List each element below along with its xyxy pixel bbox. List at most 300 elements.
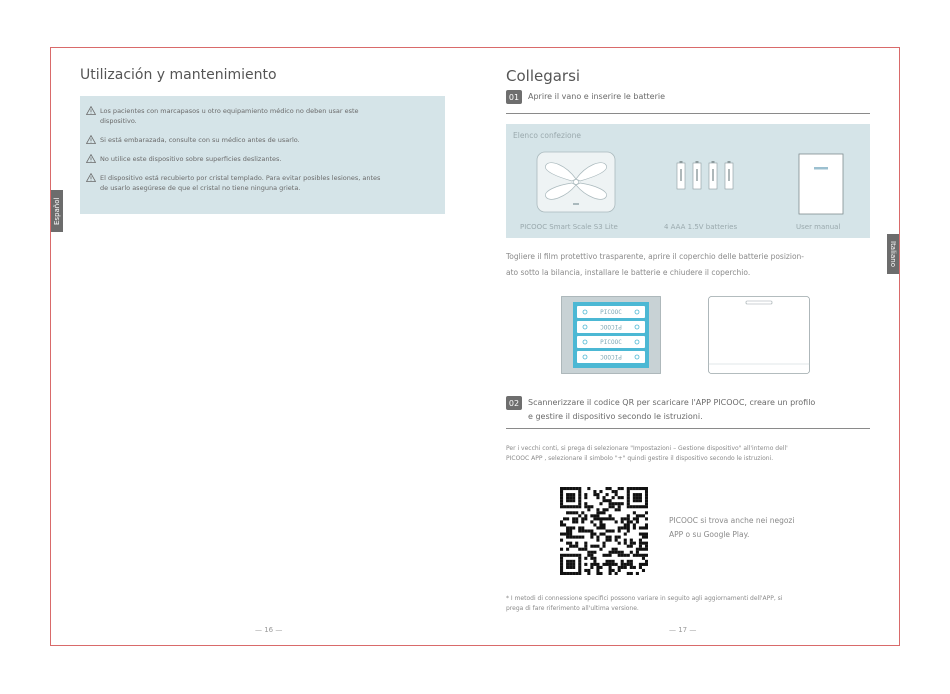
qr-module (581, 548, 584, 551)
page-number-right: — 17 — (669, 626, 697, 634)
qr-module (596, 569, 599, 572)
qr-module (612, 563, 615, 566)
qr-module (566, 487, 569, 490)
qr-module (609, 563, 612, 566)
qr-module (615, 490, 618, 493)
qr-module (587, 505, 590, 508)
qr-module (606, 529, 609, 532)
qr-module (575, 542, 578, 545)
qr-module (572, 563, 575, 566)
qr-module (624, 542, 627, 545)
qr-module (636, 487, 639, 490)
qr-module (560, 496, 563, 499)
qr-module (624, 563, 627, 566)
battery-label: PICOOC (600, 353, 622, 360)
qr-module (636, 514, 639, 517)
qr-module (575, 572, 578, 575)
qr-module (581, 511, 584, 514)
warning-triangle-icon (86, 135, 96, 144)
qr-module (630, 560, 633, 563)
qr-module (627, 554, 630, 557)
warning-item (86, 154, 437, 164)
qr-module (596, 526, 599, 529)
qr-module (563, 554, 566, 557)
qr-module (606, 560, 609, 563)
qr-module (609, 536, 612, 539)
qr-module (612, 529, 615, 532)
battery-tray-illustration (561, 296, 661, 374)
divider (506, 428, 870, 429)
qr-module (584, 563, 587, 566)
qr-module (621, 566, 624, 569)
qr-module (642, 554, 645, 557)
qr-module (639, 496, 642, 499)
qr-module (569, 526, 572, 529)
qr-module (560, 569, 563, 572)
user-manual-illustration (798, 153, 844, 215)
warning-item (86, 106, 437, 126)
package-item-label: User manual (796, 223, 841, 231)
qr-module (627, 493, 630, 496)
qr-module (618, 551, 621, 554)
qr-module (606, 499, 609, 502)
qr-module (560, 566, 563, 569)
qr-module (566, 536, 569, 539)
qr-module (590, 520, 593, 523)
qr-module (584, 496, 587, 499)
qr-module (572, 496, 575, 499)
qr-module (560, 523, 563, 526)
warning-item (86, 135, 437, 145)
qr-module (569, 496, 572, 499)
qr-module (578, 496, 581, 499)
package-item-label: PICOOC Smart Scale S3 Lite (520, 223, 618, 231)
qr-module (645, 560, 648, 563)
qr-module (566, 496, 569, 499)
qr-module (624, 566, 627, 569)
qr-module (584, 542, 587, 545)
qr-module (627, 572, 630, 575)
qr-module (587, 487, 590, 490)
qr-module (560, 572, 563, 575)
qr-module (572, 536, 575, 539)
qr-module (612, 548, 615, 551)
qr-module (560, 505, 563, 508)
qr-module (612, 560, 615, 563)
step-2 (506, 396, 872, 424)
qr-module (630, 520, 633, 523)
qr-module (596, 511, 599, 514)
qr-module (639, 505, 642, 508)
qr-module (633, 566, 636, 569)
qr-module (563, 517, 566, 520)
qr-module (645, 517, 648, 520)
qr-module (566, 529, 569, 532)
page-number-left: — 16 — (255, 626, 283, 634)
qr-module (606, 554, 609, 557)
left-page-title: Utilización y mantenimiento (80, 67, 277, 83)
qr-module (639, 542, 642, 545)
qr-module (615, 539, 618, 542)
qr-module (609, 517, 612, 520)
qr-module (563, 572, 566, 575)
qr-module (642, 563, 645, 566)
language-tab-spanish[interactable]: Español (51, 190, 63, 232)
warnings-panel (80, 96, 445, 214)
qr-module (578, 526, 581, 529)
qr-module (639, 526, 642, 529)
qr-module (642, 542, 645, 545)
qr-module (618, 505, 621, 508)
battery-label: PICOOC (600, 309, 622, 316)
qr-module (602, 523, 605, 526)
qr-module (590, 505, 593, 508)
qr-module (563, 505, 566, 508)
qr-module (621, 517, 624, 520)
qr-module (578, 493, 581, 496)
qr-module (569, 554, 572, 557)
note-line: PICOOC APP , selezionare il simbolo "+" quindi gestire il dispositivo secondo le istruzioni. (506, 455, 774, 462)
qr-module (581, 529, 584, 532)
qr-module (645, 505, 648, 508)
qr-module (624, 539, 627, 542)
qr-module (566, 548, 569, 551)
qr-module (584, 514, 587, 517)
qr-module (639, 499, 642, 502)
qr-module (566, 563, 569, 566)
qr-module (560, 557, 563, 560)
qr-module (633, 554, 636, 557)
qr-module (642, 536, 645, 539)
qr-module (602, 511, 605, 514)
qr-module (602, 533, 605, 536)
qr-module (609, 566, 612, 569)
qr-module (578, 566, 581, 569)
qr-module (578, 505, 581, 508)
qr-module (593, 523, 596, 526)
qr-module (645, 533, 648, 536)
qr-module (563, 533, 566, 536)
qr-module (633, 493, 636, 496)
package-item-label: 4 AAA 1.5V batteries (664, 223, 738, 231)
package-contents-panel (506, 124, 870, 238)
qr-module (606, 539, 609, 542)
qr-module (645, 554, 648, 557)
qr-module (609, 499, 612, 502)
qr-module (618, 496, 621, 499)
qr-module (645, 526, 648, 529)
qr-module (606, 563, 609, 566)
qr-module (569, 493, 572, 496)
qr-module (633, 499, 636, 502)
qr-module (645, 536, 648, 539)
qr-module (587, 569, 590, 572)
qr-module (560, 502, 563, 505)
qr-module (569, 572, 572, 575)
qr-module (636, 554, 639, 557)
qr-module (642, 569, 645, 572)
qr-module (560, 487, 563, 490)
qr-module (560, 493, 563, 496)
footnote-line: prega di fare riferimento all'ultima versione. (506, 605, 639, 612)
qr-module (566, 499, 569, 502)
qr-module (645, 563, 648, 566)
right-page-title: Collegarsi (506, 67, 581, 85)
qr-module (587, 508, 590, 511)
qr-module (569, 542, 572, 545)
qr-module (599, 490, 602, 493)
qr-module (627, 526, 630, 529)
qr-module (593, 517, 596, 520)
qr-module (645, 487, 648, 490)
qr-module (642, 548, 645, 551)
qr-module (581, 517, 584, 520)
qr-module (596, 545, 599, 548)
qr-module (624, 533, 627, 536)
qr-module (630, 542, 633, 545)
qr-module (636, 496, 639, 499)
qr-module (621, 496, 624, 499)
qr-module (593, 514, 596, 517)
qr-module (578, 529, 581, 532)
warning-text: de usarlo asegúrese de que el cristal no tiene ninguna grieta. (100, 184, 301, 192)
qr-module (566, 572, 569, 575)
qr-module (578, 490, 581, 493)
warning-text: El dispositivo está recubierto por cristal templado. Para evitar posibles lesiones, antes (100, 174, 381, 182)
qr-module (572, 499, 575, 502)
qr-module (606, 487, 609, 490)
qr-module (593, 490, 596, 493)
store-line: PICOOC si trova anche nei negozi (669, 516, 795, 525)
qr-module (639, 514, 642, 517)
qr-module (630, 487, 633, 490)
qr-module (633, 542, 636, 545)
qr-module (639, 533, 642, 536)
qr-module (612, 502, 615, 505)
language-tab-italian[interactable]: Italiano (887, 234, 899, 274)
qr-module (612, 569, 615, 572)
qr-module (639, 493, 642, 496)
qr-module (609, 569, 612, 572)
qr-module (596, 563, 599, 566)
qr-module (566, 542, 569, 545)
qr-module (569, 545, 572, 548)
qr-module (636, 493, 639, 496)
qr-module (627, 490, 630, 493)
qr-module (636, 517, 639, 520)
qr-module (633, 511, 636, 514)
qr-module (596, 493, 599, 496)
qr-module (578, 514, 581, 517)
qr-module (645, 496, 648, 499)
qr-module (609, 539, 612, 542)
qr-module (602, 508, 605, 511)
qr-module (581, 526, 584, 529)
warning-triangle-icon (86, 173, 96, 182)
qr-module (581, 520, 584, 523)
qr-module (566, 533, 569, 536)
qr-module (566, 517, 569, 520)
qr-module (636, 499, 639, 502)
qr-module (606, 517, 609, 520)
qr-module (615, 520, 618, 523)
qr-module (572, 505, 575, 508)
qr-module (593, 563, 596, 566)
qr-module (599, 533, 602, 536)
qr-module (572, 520, 575, 523)
qr-module (575, 505, 578, 508)
qr-module (575, 554, 578, 557)
qr-module (618, 502, 621, 505)
qr-module (596, 539, 599, 542)
qr-module (572, 554, 575, 557)
qr-module (563, 487, 566, 490)
qr-module (584, 517, 587, 520)
qr-module (645, 548, 648, 551)
qr-module (599, 520, 602, 523)
qr-module (609, 554, 612, 557)
qr-module (578, 536, 581, 539)
qr-code-image[interactable] (560, 487, 648, 575)
qr-module (572, 526, 575, 529)
account-note (506, 444, 872, 464)
qr-module (566, 511, 569, 514)
qr-module (572, 487, 575, 490)
qr-module (645, 542, 648, 545)
qr-module (618, 487, 621, 490)
qr-module (618, 536, 621, 539)
qr-module (618, 542, 621, 545)
qr-module (560, 539, 563, 542)
warning-triangle-icon (86, 154, 96, 163)
qr-module (627, 517, 630, 520)
qr-module (569, 560, 572, 563)
qr-module (593, 545, 596, 548)
qr-module (618, 566, 621, 569)
qr-module (599, 517, 602, 520)
footnote (506, 594, 872, 614)
qr-module (599, 566, 602, 569)
qr-module (609, 502, 612, 505)
qr-module (578, 487, 581, 490)
qr-module (627, 487, 630, 490)
step-text: Aprire il vano e inserire le batterie (528, 92, 666, 101)
qr-module (569, 533, 572, 536)
qr-module (560, 520, 563, 523)
qr-module (627, 496, 630, 499)
qr-module (572, 560, 575, 563)
qr-module (630, 505, 633, 508)
qr-module (606, 493, 609, 496)
qr-module (563, 523, 566, 526)
qr-module (584, 502, 587, 505)
step-text-line: e gestire il dispositivo secondo le istruzioni. (528, 412, 703, 421)
qr-module (621, 563, 624, 566)
step-text-line: Scannerizzare il codice QR per scaricare l'APP PICOOC, creare un profilo (528, 398, 816, 407)
note-line: Per i vecchi conti, si prega di selezionare "Impostazioni – Gestione dispositivo" all'interno dell' (506, 445, 788, 452)
qr-module (633, 496, 636, 499)
qr-module (587, 529, 590, 532)
qr-module (566, 554, 569, 557)
qr-module (593, 493, 596, 496)
warning-text: Los pacientes con marcapasos u otro equipamiento médico no deben usar este (100, 107, 359, 115)
step-number-badge: 02 (506, 396, 522, 410)
qr-module (584, 557, 587, 560)
qr-module (596, 536, 599, 539)
qr-module (645, 523, 648, 526)
store-line: APP o su Google Play. (669, 530, 750, 539)
qr-module (569, 511, 572, 514)
qr-module (639, 554, 642, 557)
qr-module (621, 551, 624, 554)
qr-module (590, 545, 593, 548)
qr-module (630, 551, 633, 554)
qr-module (609, 572, 612, 575)
qr-module (639, 539, 642, 542)
qr-module (566, 560, 569, 563)
qr-module (590, 557, 593, 560)
qr-module (569, 529, 572, 532)
qr-module (590, 551, 593, 554)
qr-module (612, 496, 615, 499)
qr-module (621, 487, 624, 490)
qr-module (642, 557, 645, 560)
instruction-line: Togliere il film protettivo trasparente, aprire il coperchio delle batterie posizion- (506, 252, 804, 261)
qr-module (627, 499, 630, 502)
qr-module (566, 566, 569, 569)
qr-module (645, 511, 648, 514)
warning-triangle-icon (86, 106, 96, 115)
qr-module (578, 554, 581, 557)
instruction-line: ato sotto la bilancia, installare le batterie e chiudere il coperchio. (506, 268, 751, 277)
qr-module (627, 560, 630, 563)
qr-module (636, 548, 639, 551)
qr-module (642, 505, 645, 508)
qr-module (596, 566, 599, 569)
qr-module (578, 563, 581, 566)
qr-module (615, 551, 618, 554)
qr-module (572, 545, 575, 548)
qr-module (569, 505, 572, 508)
qr-module (575, 545, 578, 548)
qr-module (633, 523, 636, 526)
qr-module (633, 517, 636, 520)
qr-module (633, 505, 636, 508)
qr-module (618, 569, 621, 572)
footnote-line: * I metodi di connessione specifici possono variare in seguito agli aggiornamenti dell'APP, si (506, 595, 783, 602)
qr-module (627, 563, 630, 566)
divider (506, 113, 870, 114)
qr-module (630, 566, 633, 569)
qr-module (569, 536, 572, 539)
qr-module (569, 566, 572, 569)
qr-module (599, 502, 602, 505)
qr-module (633, 487, 636, 490)
qr-module (639, 548, 642, 551)
scale-illustration (536, 151, 616, 213)
qr-module (575, 520, 578, 523)
qr-module (618, 529, 621, 532)
qr-module (627, 523, 630, 526)
qr-module (590, 529, 593, 532)
qr-module (569, 487, 572, 490)
qr-module (621, 560, 624, 563)
qr-module (627, 520, 630, 523)
qr-module (590, 536, 593, 539)
qr-module (621, 554, 624, 557)
qr-module (560, 490, 563, 493)
qr-module (587, 551, 590, 554)
